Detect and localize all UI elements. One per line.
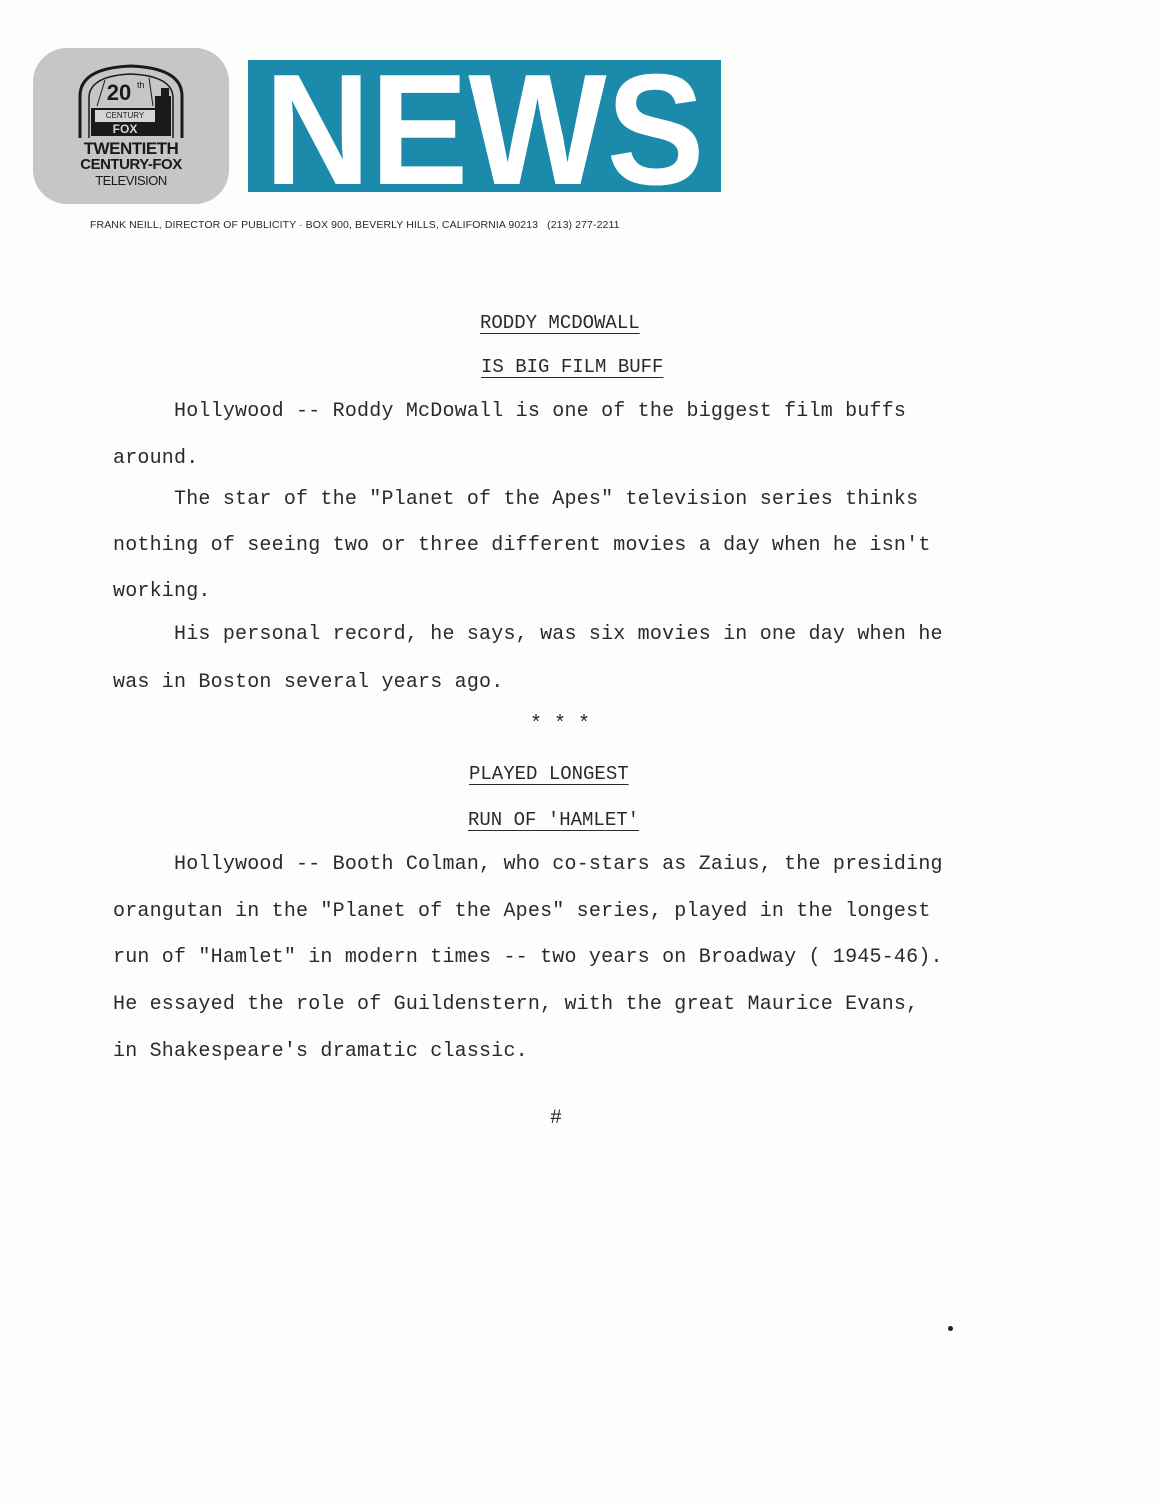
- news-banner-text: NEWS: [264, 60, 705, 192]
- story2-line: in Shakespeare's dramatic classic.: [113, 1040, 528, 1063]
- badge-number: 20: [106, 80, 132, 105]
- fox-logo: [33, 48, 229, 204]
- badge-suffix: th: [137, 80, 145, 90]
- story2-line: He essayed the role of Guildenstern, with the great Maurice Evans,: [113, 993, 919, 1016]
- news-banner: [248, 60, 721, 192]
- story1-headline-line1: RODDY MCDOWALL: [480, 312, 640, 334]
- logo-line-century-fox: CENTURY-FOX: [80, 156, 182, 173]
- end-mark: #: [550, 1107, 563, 1130]
- letterhead: [0, 0, 1159, 250]
- story1-line: working.: [113, 580, 211, 603]
- story2-headline-line2: RUN OF 'HAMLET': [468, 809, 640, 831]
- story1-line: Hollywood -- Roddy McDowall is one of the biggest film buffs: [113, 400, 907, 423]
- story1-line: nothing of seeing two or three different movies a day when he isn't: [113, 534, 931, 557]
- paper-speck: [948, 1326, 953, 1331]
- story2-line: run of "Hamlet" in modern times -- two years on Broadway ( 1945-46).: [113, 946, 943, 969]
- story1-line: around.: [113, 447, 199, 470]
- story2-line: Hollywood -- Booth Colman, who co-stars as Zaius, the presiding: [113, 853, 943, 876]
- story1-line: was in Boston several years ago.: [113, 671, 504, 694]
- logo-line-twentieth: TWENTIETH: [83, 139, 179, 158]
- logo-line-television: TELEVISION: [95, 173, 167, 188]
- story1-line: His personal record, he says, was six movies in one day when he: [113, 623, 943, 646]
- story2-headline-line1: PLAYED LONGEST: [469, 763, 629, 785]
- badge-word1: CENTURY: [105, 111, 145, 120]
- section-separator: * * *: [530, 713, 591, 736]
- badge-word2: FOX: [112, 122, 138, 136]
- story1-headline-line2: IS BIG FILM BUFF: [481, 356, 664, 378]
- publicity-address: FRANK NEILL, DIRECTOR OF PUBLICITY · BOX 900, BEVERLY HILLS, CALIFORNIA 90213 (213) 277-2211: [90, 219, 620, 231]
- story2-line: orangutan in the "Planet of the Apes" series, played in the longest: [113, 900, 931, 923]
- story1-line: The star of the "Planet of the Apes" television series thinks: [113, 488, 919, 511]
